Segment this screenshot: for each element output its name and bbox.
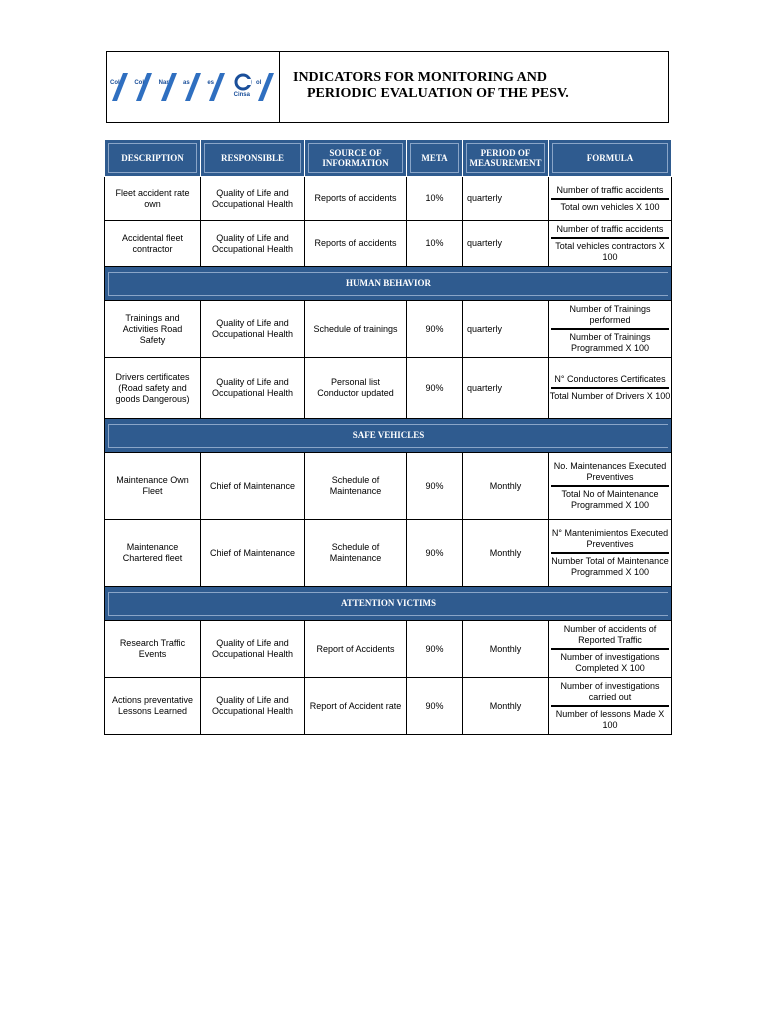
period-cell: quarterly <box>463 301 549 358</box>
source-cell: Report of Accidents <box>305 621 407 678</box>
responsible-cell: Quality of Life and Occupational Health <box>201 621 305 678</box>
section-title: HUMAN BEHAVIOR <box>105 267 672 301</box>
section-row-human-behavior <box>105 267 672 301</box>
responsible-cell: Chief of Maintenance <box>201 520 305 587</box>
table-row <box>105 301 672 358</box>
formula-cell <box>549 177 672 221</box>
description-cell: Maintenance Chartered fleet <box>105 520 201 587</box>
responsible-cell: Quality of Life and Occupational Health <box>201 358 305 419</box>
description-cell: Actions preventative Lessons Learned <box>105 678 201 735</box>
formula-denominator: Total Number of Drivers X 100 <box>549 391 671 401</box>
meta-cell: 90% <box>407 358 463 419</box>
colombia-company-logo-icon: Col <box>111 72 131 102</box>
formula-cell <box>549 520 672 587</box>
source-cell: Schedule of trainings <box>305 301 407 358</box>
formula-denominator: Total own vehicles X 100 <box>560 201 660 212</box>
source-cell: Schedule of Maintenance <box>305 453 407 520</box>
formula-denominator: Total No of Maintenance Programmed X 100 <box>561 489 659 510</box>
section-title: SAFE VEHICLES <box>105 419 672 453</box>
column-header-description: DESCRIPTION <box>105 140 201 177</box>
column-header-formula: FORMULA <box>549 140 672 177</box>
source-cell: Reports of accidents <box>305 177 407 221</box>
formula-cell <box>549 301 672 358</box>
meta-cell: 90% <box>407 621 463 678</box>
formula-numerator: N° Mantenimientos Executed Preventives <box>551 525 669 554</box>
company-logo-icon: as <box>184 72 204 102</box>
logo-area <box>107 52 280 122</box>
formula-numerator: Number of Trainings performed <box>551 301 669 330</box>
company-logos <box>111 66 277 108</box>
meta-cell: 90% <box>407 520 463 587</box>
narino-company-logo-icon: Nar <box>160 72 180 102</box>
responsible-cell: Quality of Life and Occupational Health <box>201 301 305 358</box>
formula-denominator: Number Total of Maintenance Programmed X 100 <box>551 556 669 577</box>
column-header-meta: META <box>407 140 463 177</box>
responsible-cell: Quality of Life and Occupational Health <box>201 221 305 267</box>
description-cell: Accidental fleet contractor <box>105 221 201 267</box>
document-header <box>106 51 669 123</box>
formula-cell <box>549 453 672 520</box>
table-row <box>105 177 672 221</box>
source-cell: Personal list Conductor updated <box>305 358 407 419</box>
responsible-cell: Chief of Maintenance <box>201 453 305 520</box>
table-row <box>105 621 672 678</box>
table-row <box>105 678 672 735</box>
meta-cell: 90% <box>407 678 463 735</box>
formula-numerator: Number of traffic accidents <box>551 182 669 200</box>
description-cell: Research Traffic Events <box>105 621 201 678</box>
formula-denominator: Number of investigations Completed X 100 <box>560 652 660 673</box>
table-header-row <box>105 140 672 177</box>
formula-cell <box>549 221 672 267</box>
formula-numerator: Number of traffic accidents <box>551 221 669 239</box>
company-logo-icon: es <box>208 72 228 102</box>
section-title: ATTENTION VICTIMS <box>105 587 672 621</box>
period-cell: Monthly <box>463 621 549 678</box>
title-line-2: PERIODIC EVALUATION OF THE PESV. <box>307 86 569 101</box>
formula-numerator: Number of accidents of Reported Traffic <box>551 621 669 650</box>
formula-cell <box>549 678 672 735</box>
period-cell: quarterly <box>463 177 549 221</box>
title-line-1: INDICATORS FOR MONITORING AND <box>293 70 547 85</box>
formula-numerator: Number of investigations carried out <box>551 678 669 707</box>
period-cell: quarterly <box>463 221 549 267</box>
period-cell: Monthly <box>463 520 549 587</box>
description-cell: Drivers certificates (Road safety and goods Dangerous) <box>105 358 201 419</box>
company-logo-icon: ol <box>257 72 277 102</box>
meta-cell: 10% <box>407 221 463 267</box>
formula-denominator: Number of lessons Made X 100 <box>555 709 665 730</box>
section-row-attention-victims <box>105 587 672 621</box>
table-row <box>105 358 672 419</box>
period-cell: Monthly <box>463 453 549 520</box>
colombia-company-logo-icon: Col <box>135 72 155 102</box>
source-cell: Report of Accident rate <box>305 678 407 735</box>
formula-numerator: No. Maintenances Executed Preventives <box>551 458 669 487</box>
description-cell: Fleet accident rate own <box>105 177 201 221</box>
formula-numerator: N° Conductores Certificates <box>551 371 669 389</box>
formula-cell <box>549 621 672 678</box>
source-cell: Schedule of Maintenance <box>305 520 407 587</box>
meta-cell: 90% <box>407 453 463 520</box>
cinsa-logo-icon: Cinsa <box>233 72 253 102</box>
period-cell: Monthly <box>463 678 549 735</box>
indicators-table <box>104 139 672 735</box>
table-row <box>105 453 672 520</box>
description-cell: Trainings and Activities Road Safety <box>105 301 201 358</box>
formula-denominator: Number of Trainings Programmed X 100 <box>569 332 651 353</box>
column-header-responsible: RESPONSIBLE <box>201 140 305 177</box>
table-row <box>105 520 672 587</box>
responsible-cell: Quality of Life and Occupational Health <box>201 678 305 735</box>
description-cell: Maintenance Own Fleet <box>105 453 201 520</box>
column-header-source: SOURCE OF INFORMATION <box>305 140 407 177</box>
section-row-safe-vehicles <box>105 419 672 453</box>
formula-denominator: Total vehicles contractors X 100 <box>555 241 665 262</box>
period-cell: quarterly <box>463 358 549 419</box>
meta-cell: 10% <box>407 177 463 221</box>
document-title <box>293 70 663 102</box>
responsible-cell: Quality of Life and Occupational Health <box>201 177 305 221</box>
column-header-period: PERIOD OF MEASUREMENT <box>463 140 549 177</box>
formula-cell <box>549 358 672 419</box>
table-row <box>105 221 672 267</box>
source-cell: Reports of accidents <box>305 221 407 267</box>
meta-cell: 90% <box>407 301 463 358</box>
